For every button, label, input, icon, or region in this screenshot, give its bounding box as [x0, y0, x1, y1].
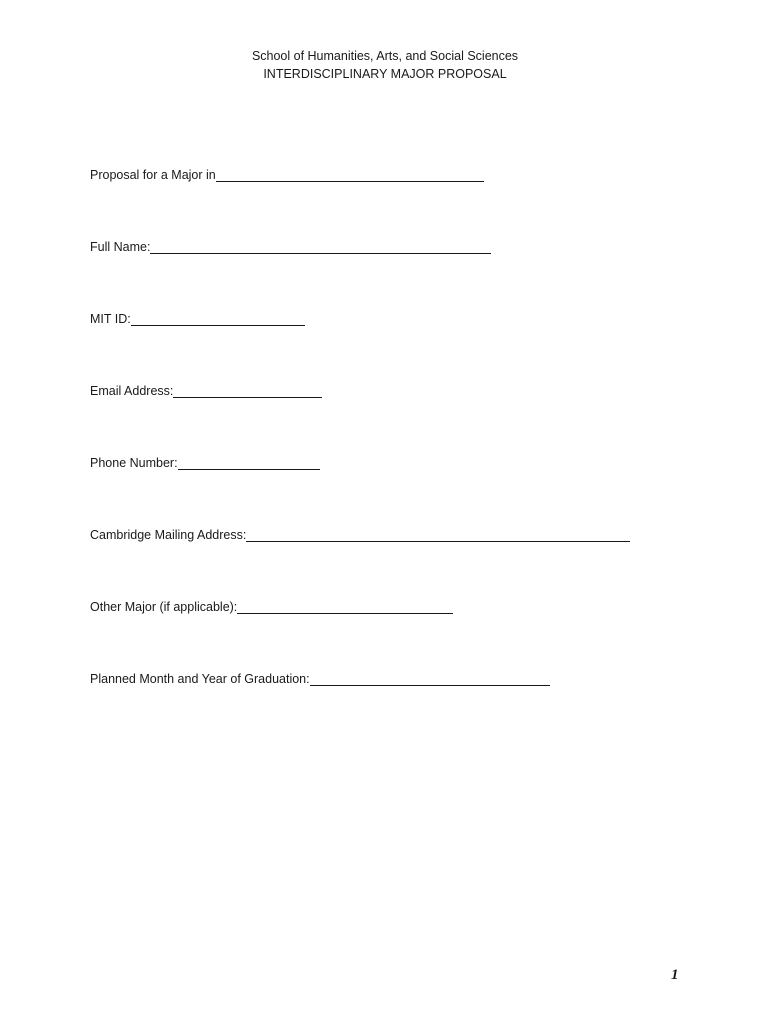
school-name: School of Humanities, Arts, and Social Sciences: [251, 49, 519, 63]
phone-field-row: [90, 455, 320, 471]
mailing-address-field-blank[interactable]: [246, 527, 630, 542]
email-field-label: Email Address:: [90, 384, 174, 398]
mit-id-field-blank[interactable]: [131, 311, 305, 326]
full-name-field-label: Full Name:: [90, 240, 151, 254]
document-header: [0, 47, 770, 83]
other-major-field-blank[interactable]: [237, 599, 453, 614]
mit-id-field-row: [90, 311, 305, 327]
document-title: INTERDISCIPLINARY MAJOR PROPOSAL: [263, 67, 507, 81]
full-name-field-blank[interactable]: [150, 239, 491, 254]
major-field-row: [90, 167, 484, 183]
mit-id-field-label: MIT ID:: [90, 312, 131, 326]
mailing-address-field-row: [90, 527, 630, 543]
other-major-field-row: [90, 599, 453, 615]
page-number: 1: [671, 967, 679, 983]
email-field-row: [90, 383, 322, 399]
other-major-field-label: Other Major (if applicable):: [90, 600, 238, 614]
mailing-address-field-label: Cambridge Mailing Address:: [90, 528, 247, 542]
graduation-field-row: [90, 671, 550, 687]
major-field-label: Proposal for a Major in: [90, 168, 216, 182]
graduation-field-label: Planned Month and Year of Graduation:: [90, 672, 310, 686]
graduation-field-blank[interactable]: [310, 671, 550, 686]
major-field-blank[interactable]: [216, 167, 484, 182]
email-field-blank[interactable]: [173, 383, 322, 398]
full-name-field-row: [90, 239, 491, 255]
phone-field-blank[interactable]: [178, 455, 320, 470]
phone-field-label: Phone Number:: [90, 456, 178, 470]
